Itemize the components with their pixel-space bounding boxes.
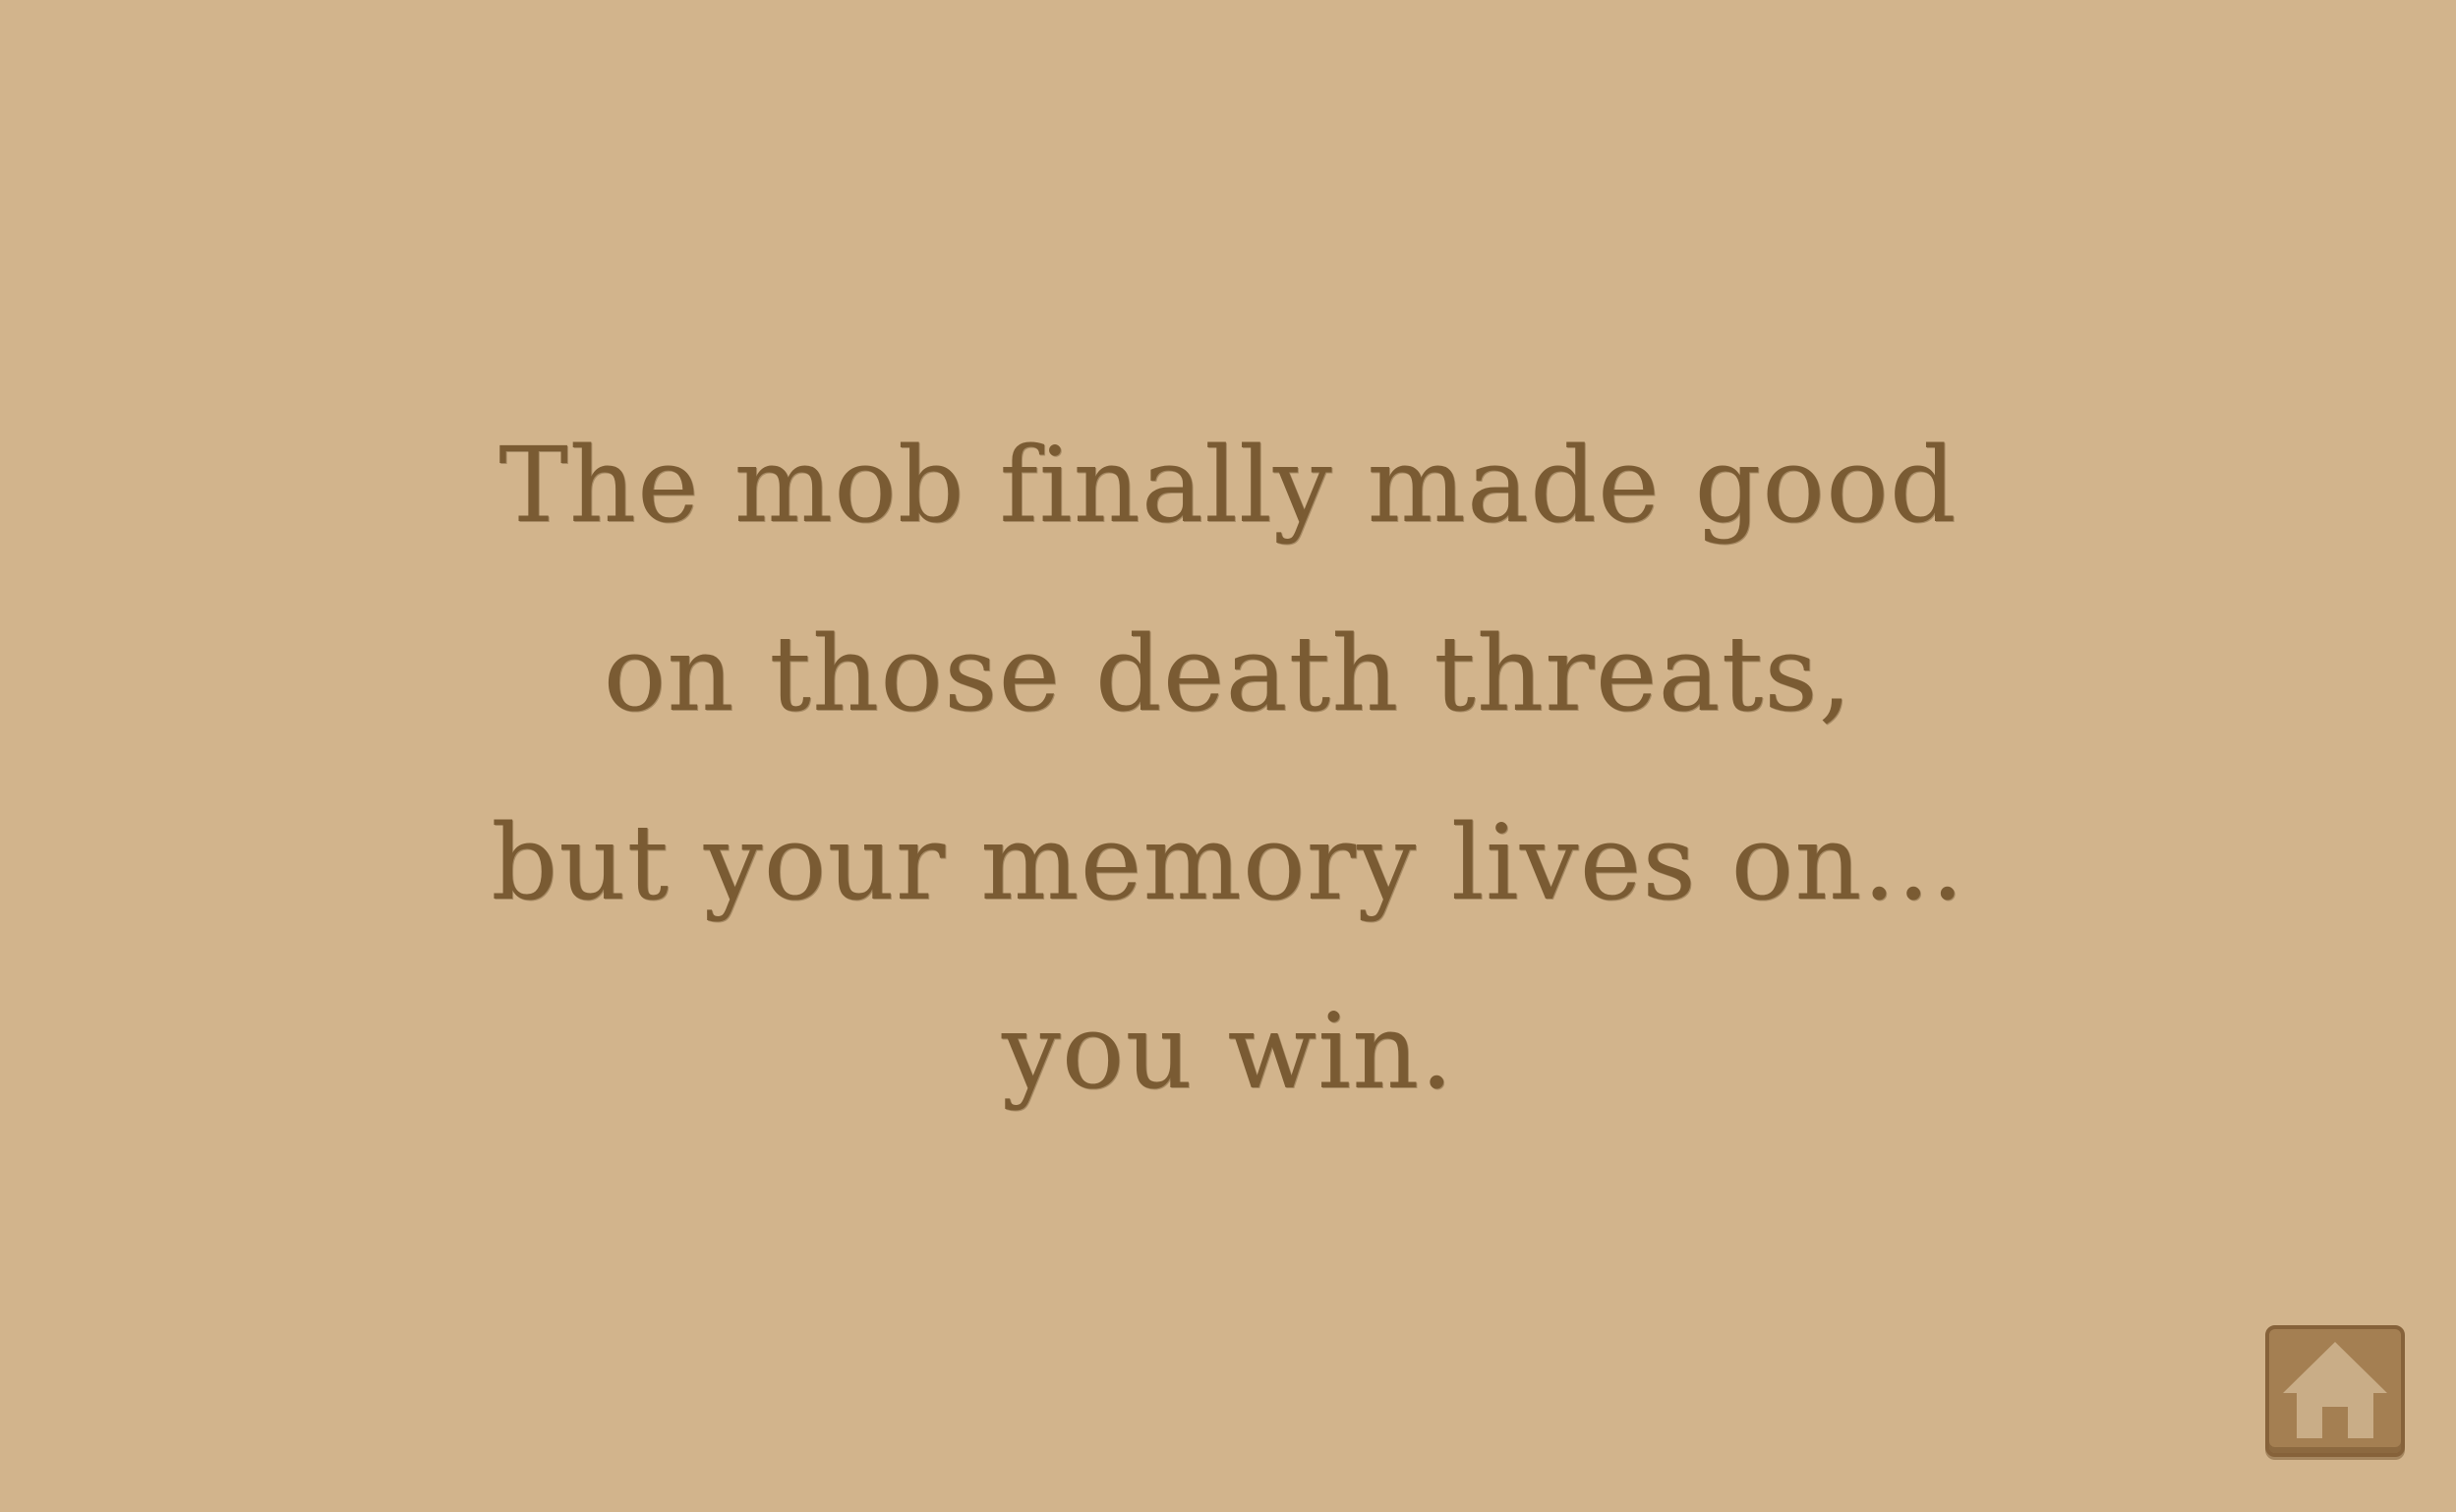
- ending-line-2: on those death threats,: [603, 613, 1853, 734]
- ending-line-1: The mob finally made good: [498, 425, 1958, 546]
- ending-message: [0, 391, 2456, 1146]
- home-button[interactable]: [2265, 1325, 2405, 1457]
- ending-line-3: but your memory lives on...: [491, 802, 1965, 923]
- home-icon: [2277, 1336, 2393, 1446]
- ending-line-4: you win.: [1001, 991, 1455, 1112]
